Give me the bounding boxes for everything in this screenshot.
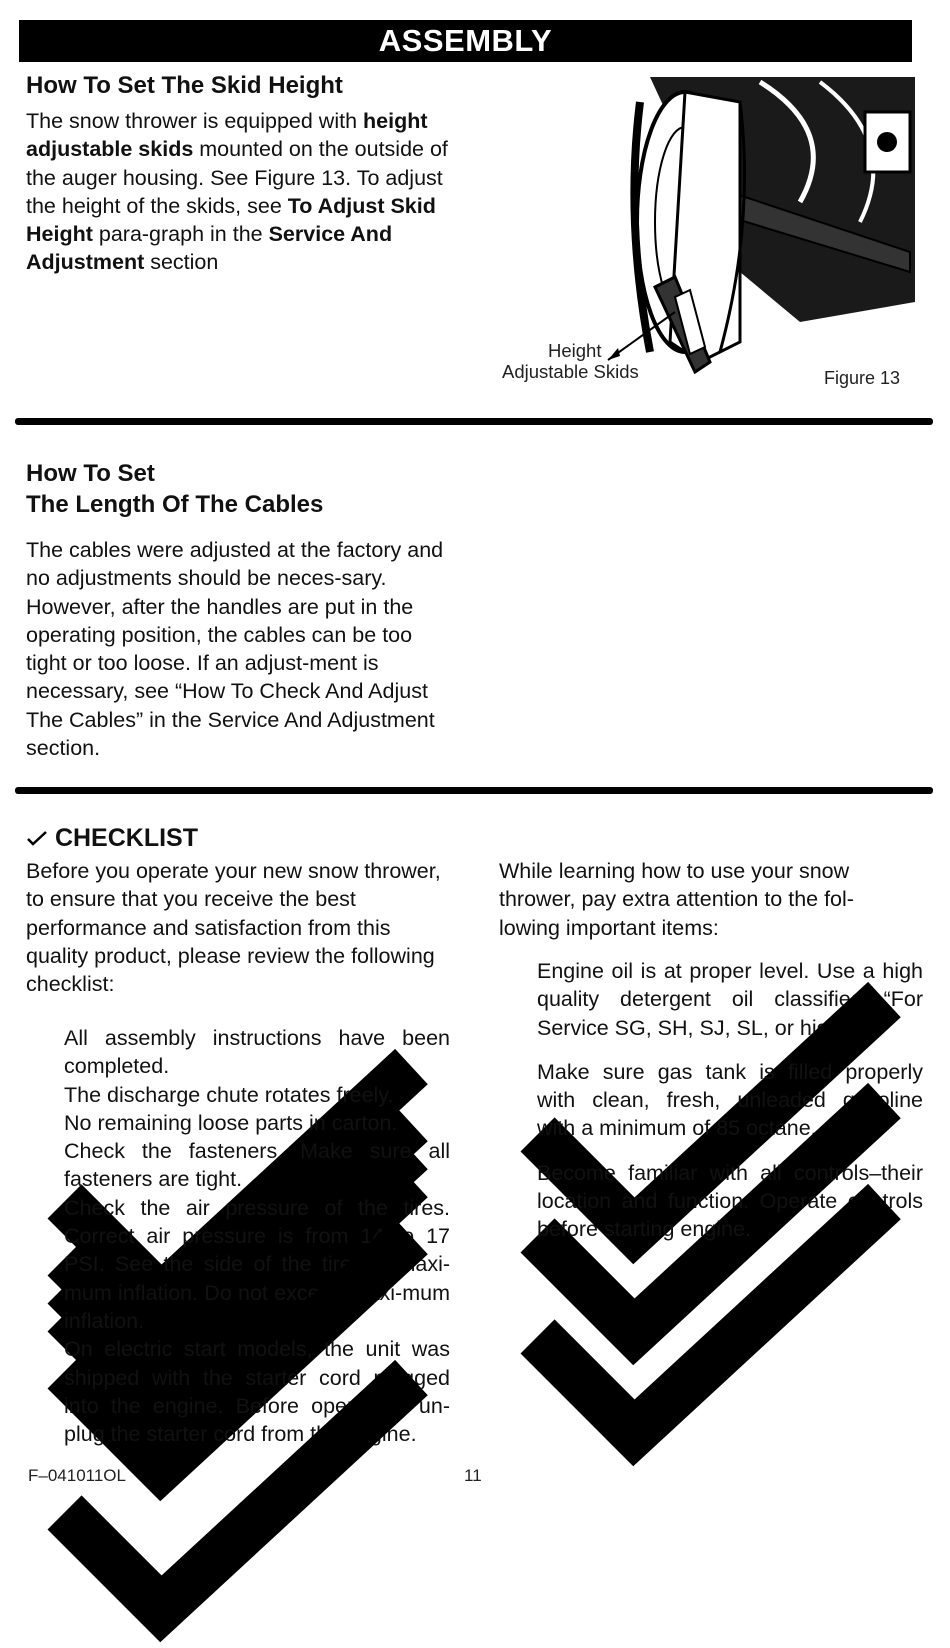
section-divider <box>15 418 933 425</box>
list-item <box>26 1109 450 1137</box>
checklist-title: CHECKLIST <box>54 824 199 852</box>
section-banner: ASSEMBLY <box>19 20 912 62</box>
checklist-intro: Before you operate your new snow thrower, to ensure that you receive the best performance and satisfaction from this quality product, please review the following checklist: <box>26 859 441 997</box>
checklist-item-text: Check the air pressure of the tires. Correct air pressure is from 14 to 17 PSI. See the side of the tire for maxi-mum inflation. Do not exceed maxi-mum inflation. <box>64 1195 450 1333</box>
checklist-item-text: Check the fasteners. Make sure all fasteners are tight. <box>64 1139 450 1192</box>
figure-caption: Figure 13 <box>824 368 901 388</box>
page-number: 11 <box>464 1466 482 1485</box>
checklist-item-text: All assembly instructions have been completed. <box>64 1026 450 1079</box>
list-item <box>499 957 923 1042</box>
skid-text-4: section <box>144 250 219 275</box>
checklist-item-text: The discharge chute rotates freely. <box>64 1082 394 1107</box>
list-item <box>26 1194 450 1335</box>
checklist-right-intro: While learning how to use your snow thrower, pay extra attention to the fol-lowing important items: <box>499 859 854 940</box>
document-code: F–041011OL <box>28 1466 126 1485</box>
checkmark-icon <box>26 1339 450 1647</box>
figure-label-adjustable-skids: Adjustable Skids <box>502 361 639 382</box>
figure-label-height: Height <box>548 340 602 361</box>
skid-text-bold-3: Service And Adjustment <box>26 222 393 275</box>
checklist-item-text: Engine oil is at proper level. Use a high quality detergent oil classified “For Service SG, SH, SJ, SL, or higher”. <box>537 959 923 1040</box>
checklist-item-text: No remaining loose parts in carton. <box>64 1110 398 1135</box>
list-item <box>26 1081 450 1109</box>
skid-text-3: para-graph in the <box>92 222 269 247</box>
checklist-item-text: On electric start models, the unit was shipped with the starter cord plugged into the engine. Before operating, un-plug the starter cord from the engine. <box>64 1337 450 1447</box>
skid-height-body <box>26 107 466 277</box>
checklist-right-items <box>499 957 923 1244</box>
cables-title-line-1: How To Set <box>26 460 155 487</box>
checkmark-icon <box>499 1160 923 1471</box>
checklist-item-text: Become familiar with all controls–their location and function. Operate controls before starting engine. <box>537 1160 923 1242</box>
skid-text-2: mounted on the outside of the auger housing. See Figure 13. To adjust the height of the skids, see <box>26 137 448 218</box>
section-divider <box>15 787 933 794</box>
list-item <box>26 1024 450 1081</box>
skid-text-bold-1: height adjustable skids <box>26 109 428 162</box>
cables-body: The cables were adjusted at the factory and no adjustments should be neces-sary. However, after the handles are put in the operating position, the cables can be too tight or too loose. If an adjust-ment is necessary, see “How To Check And Adjust The Cables” in the Service And Adjustment section. <box>26 538 444 761</box>
skid-height-title: How To Set The Skid Height <box>26 72 343 99</box>
checkmark-icon <box>26 830 48 846</box>
list-item <box>26 1335 450 1448</box>
skid-text-bold-2: To Adjust Skid Height <box>26 193 436 247</box>
checklist-heading <box>26 824 198 853</box>
list-item <box>26 1137 450 1194</box>
skid-text-1: The snow thrower is equipped with <box>26 109 358 133</box>
list-item <box>499 1058 923 1143</box>
list-item <box>499 1159 923 1244</box>
cables-title-line-2: The Length Of The Cables <box>26 491 324 518</box>
checklist-item-text: Make sure gas tank is filled properly with clean, fresh, unleaded gasoline with a minimum of 85 octane. <box>537 1059 923 1141</box>
checklist-items <box>26 1024 450 1448</box>
